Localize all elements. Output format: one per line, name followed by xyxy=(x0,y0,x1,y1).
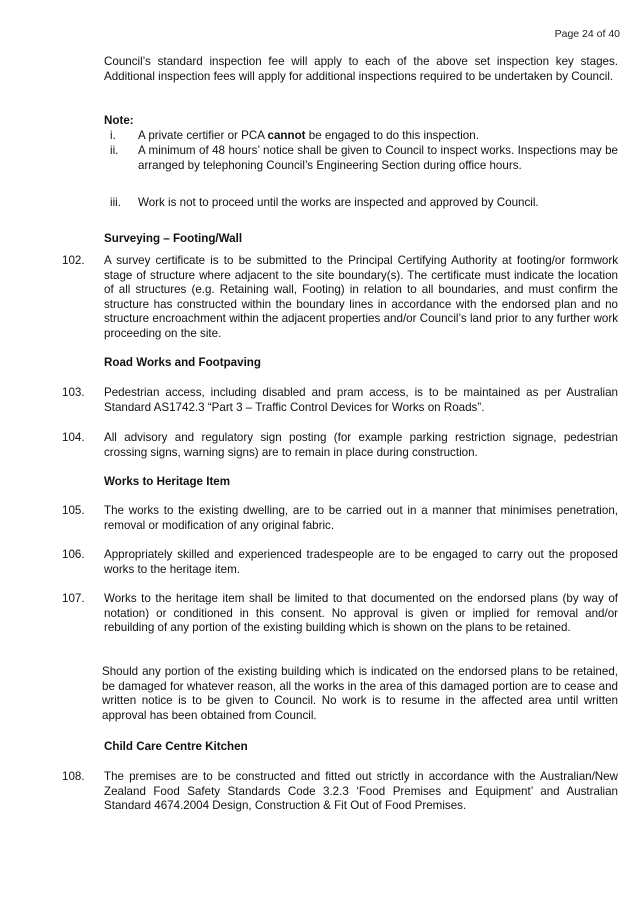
note-item-text: Work is not to proceed until the works are inspected and approved by Council. xyxy=(138,196,539,209)
condition-text: A survey certificate is to be submitted to the Principal Certifying Authority at footing/or formwork stage of structure where adjacent to the site boundary(s). The certificate must indicate the location of all structures (e.g. Retaining wall, Footing) in relation to all boundaries, and must confirm the structure has constructed within the boundary lines in accordance with the endorsed plan and no structure encroachment within the adjacent properties and/or Council’s land prior to any further work proceeding on the site. xyxy=(104,254,618,340)
condition-number: 106. xyxy=(62,548,85,561)
note-item-number: ii. xyxy=(110,144,119,157)
condition-continuation: Should any portion of the existing building which is indicated on the endorsed plans to be retained, be damaged for whatever reason, all the works in the area of this damaged portion are to cease and written notice is to be given to Council. No work is to resume in the affected area until written approval has been obtained from Council. xyxy=(102,665,618,722)
note-item-text: A minimum of 48 hours’ notice shall be given to Council to inspect works. Inspections may be arranged by telephoning Council’s Engineering Section during office hours. xyxy=(138,144,618,172)
condition-number: 103. xyxy=(62,386,85,399)
condition-number: 108. xyxy=(62,770,85,783)
note-emphasis: cannot xyxy=(267,129,306,142)
condition-text: Pedestrian access, including disabled and pram access, is to be maintained as per Australian Standard AS1742.3 “Part 3 – Traffic Control Devices for Works on Roads”. xyxy=(104,386,618,414)
note-item-number: i. xyxy=(110,129,116,142)
intro-paragraph: Council’s standard inspection fee will apply to each of the above set inspection key stages. Additional inspection fees will apply for additional inspections required to be undertaken by Council. xyxy=(104,55,618,83)
section-heading-heritage: Works to Heritage Item xyxy=(104,475,231,488)
condition-number: 102. xyxy=(62,254,85,267)
note-heading: Note: xyxy=(104,114,134,127)
section-heading-kitchen: Child Care Centre Kitchen xyxy=(104,740,248,753)
condition-number: 107. xyxy=(62,592,85,605)
section-heading-surveying: Surveying – Footing/Wall xyxy=(104,232,243,245)
condition-number: 104. xyxy=(62,431,85,444)
condition-text: The works to the existing dwelling, are to be carried out in a manner that minimises penetration, removal or modification of any original fabric. xyxy=(104,504,618,532)
note-item-text: A private certifier or PCA cannot be engaged to do this inspection. xyxy=(138,129,479,142)
condition-text: The premises are to be constructed and fitted out strictly in accordance with the Australian/New Zealand Food Safety Standards Code 3.2.3 ‘Food Premises and Equipment’ and Australian Standard 4674.2004 Design, Construction & Fit Out of Food Premises. xyxy=(104,770,618,813)
condition-text: All advisory and regulatory sign posting (for example parking restriction signage, pedestrian crossing signs, warning signs) are to remain in place during construction. xyxy=(104,431,618,459)
note-item-number: iii. xyxy=(110,196,121,209)
condition-number: 105. xyxy=(62,504,85,517)
condition-text: Appropriately skilled and experienced tradespeople are to be engaged to carry out the proposed works to the heritage item. xyxy=(104,548,618,576)
page-number: Page 24 of 40 xyxy=(554,28,620,40)
section-heading-roadworks: Road Works and Footpaving xyxy=(104,356,261,369)
condition-text: Works to the heritage item shall be limited to that documented on the endorsed plans (by way of notation) or conditioned in this consent. No approval is given or implied for removal and/or rebuilding of any portion of the existing building which is shown on the plans to be retained. xyxy=(104,592,618,635)
